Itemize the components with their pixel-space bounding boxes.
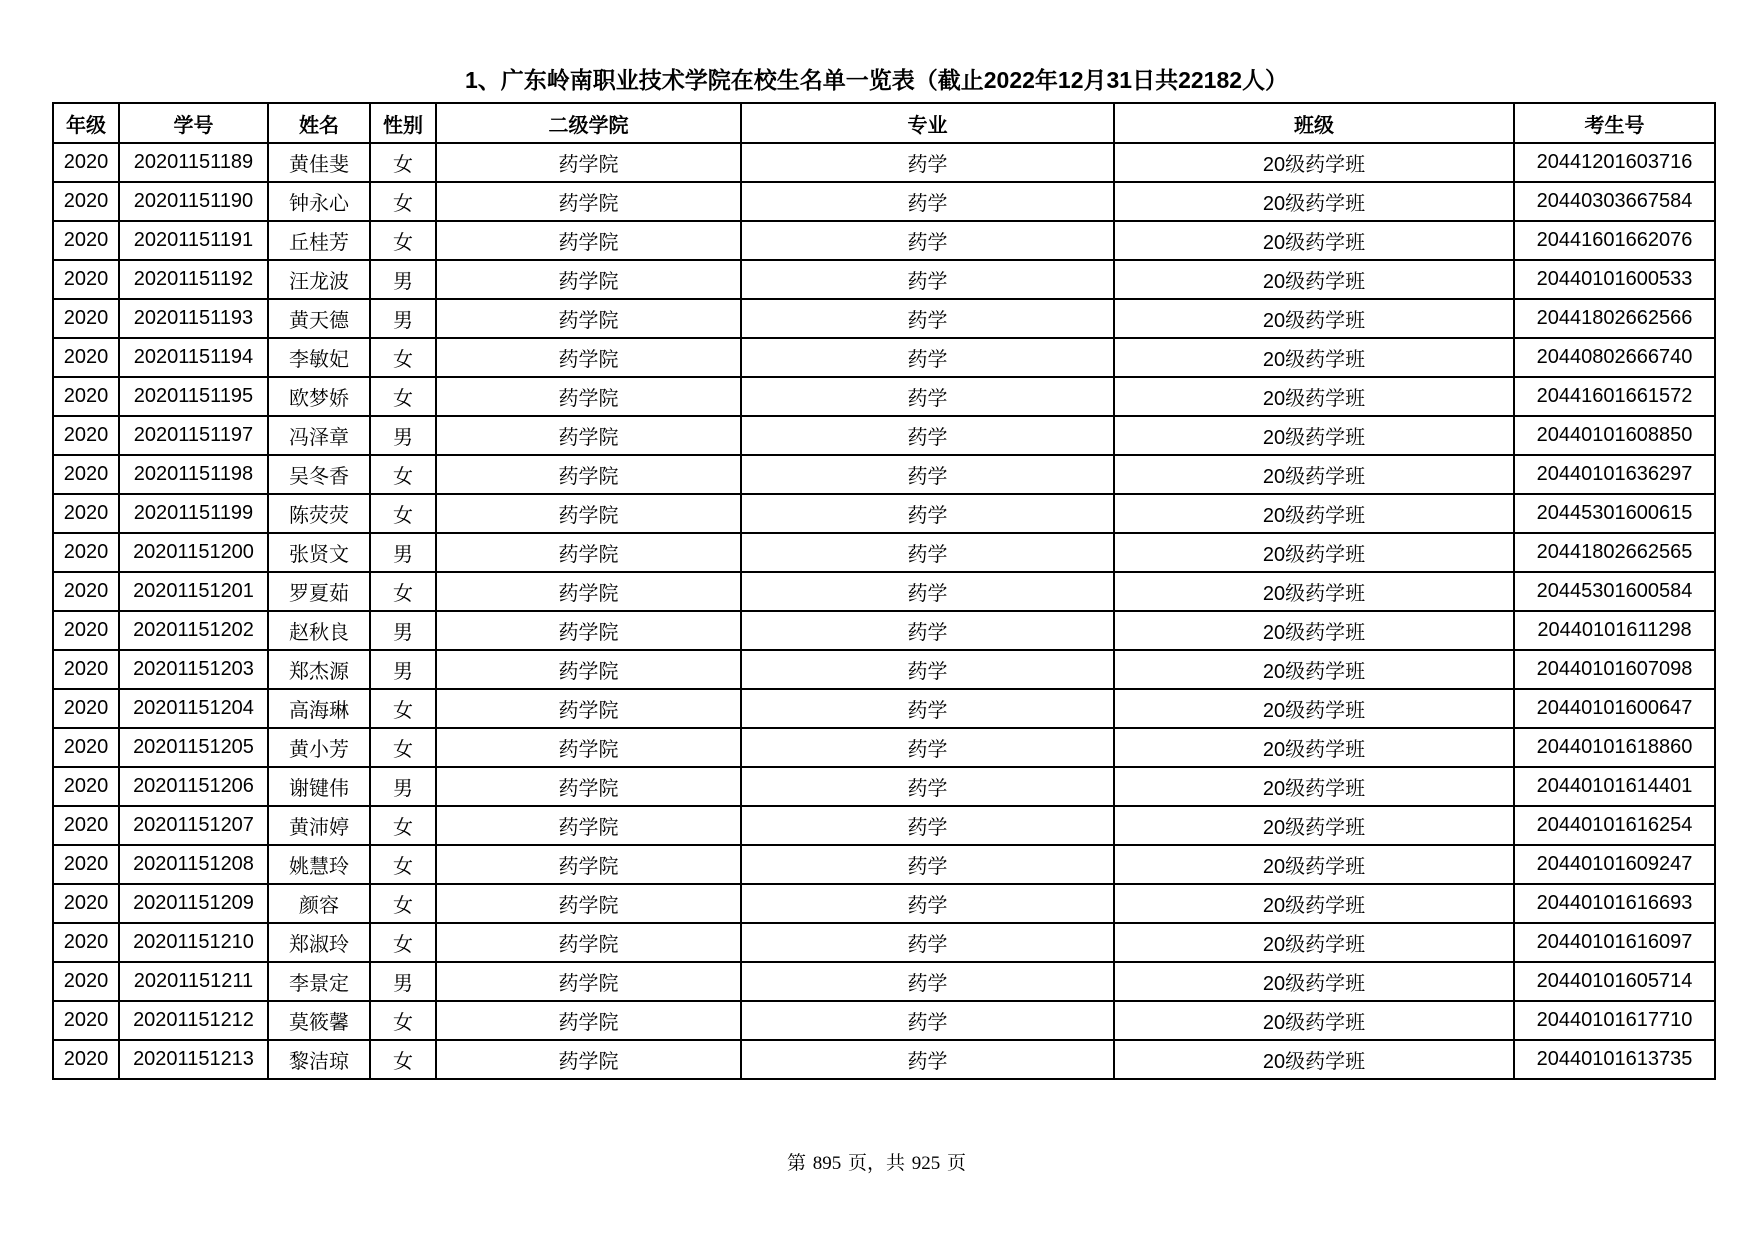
cell-class: 20级药学班 — [1114, 962, 1514, 1001]
cell-class: 20级药学班 — [1114, 455, 1514, 494]
cell-major: 药学 — [741, 299, 1114, 338]
cell-exam-number: 20440101600533 — [1514, 260, 1715, 299]
table-row — [53, 1040, 1715, 1079]
cell-name: 黄佳斐 — [268, 143, 370, 182]
cell-grade: 2020 — [53, 494, 119, 533]
cell-gender: 男 — [370, 650, 436, 689]
cell-class: 20级药学班 — [1114, 338, 1514, 377]
cell-college: 药学院 — [436, 884, 741, 923]
table-header-row — [53, 103, 1715, 143]
cell-class: 20级药学班 — [1114, 806, 1514, 845]
cell-student-id: 20201151208 — [119, 845, 268, 884]
total-pages-number: 925 — [911, 1153, 941, 1174]
cell-college: 药学院 — [436, 299, 741, 338]
table-row — [53, 377, 1715, 416]
cell-college: 药学院 — [436, 533, 741, 572]
cell-grade: 2020 — [53, 455, 119, 494]
cell-student-id: 20201151194 — [119, 338, 268, 377]
cell-exam-number: 20440303667584 — [1514, 182, 1715, 221]
cell-major: 药学 — [741, 884, 1114, 923]
cell-grade: 2020 — [53, 689, 119, 728]
cell-name: 李敏妃 — [268, 338, 370, 377]
cell-college: 药学院 — [436, 572, 741, 611]
cell-name: 姚慧玲 — [268, 845, 370, 884]
cell-major: 药学 — [741, 611, 1114, 650]
table-row — [53, 806, 1715, 845]
cell-exam-number: 20440802666740 — [1514, 338, 1715, 377]
table-row — [53, 143, 1715, 182]
cell-class: 20级药学班 — [1114, 1001, 1514, 1040]
cell-student-id: 20201151210 — [119, 923, 268, 962]
cell-major: 药学 — [741, 767, 1114, 806]
cell-exam-number: 20441802662565 — [1514, 533, 1715, 572]
cell-name: 张贤文 — [268, 533, 370, 572]
cell-class: 20级药学班 — [1114, 923, 1514, 962]
cell-gender: 女 — [370, 221, 436, 260]
cell-student-id: 20201151209 — [119, 884, 268, 923]
cell-class: 20级药学班 — [1114, 416, 1514, 455]
cell-gender: 女 — [370, 494, 436, 533]
cell-gender: 女 — [370, 806, 436, 845]
cell-exam-number: 20445301600615 — [1514, 494, 1715, 533]
footer-suffix: 页 — [947, 1153, 967, 1174]
cell-gender: 女 — [370, 923, 436, 962]
cell-gender: 女 — [370, 884, 436, 923]
cell-student-id: 20201151199 — [119, 494, 268, 533]
cell-exam-number: 20440101613735 — [1514, 1040, 1715, 1079]
cell-college: 药学院 — [436, 143, 741, 182]
cell-class: 20级药学班 — [1114, 1040, 1514, 1079]
cell-exam-number: 20440101608850 — [1514, 416, 1715, 455]
cell-exam-number: 20440101616254 — [1514, 806, 1715, 845]
cell-name: 黄小芳 — [268, 728, 370, 767]
cell-class: 20级药学班 — [1114, 377, 1514, 416]
cell-class: 20级药学班 — [1114, 572, 1514, 611]
cell-exam-number: 20441601661572 — [1514, 377, 1715, 416]
cell-name: 罗夏茹 — [268, 572, 370, 611]
cell-class: 20级药学班 — [1114, 689, 1514, 728]
cell-major: 药学 — [741, 221, 1114, 260]
cell-class: 20级药学班 — [1114, 533, 1514, 572]
cell-college: 药学院 — [436, 806, 741, 845]
cell-college: 药学院 — [436, 650, 741, 689]
cell-gender: 女 — [370, 377, 436, 416]
cell-exam-number: 20440101609247 — [1514, 845, 1715, 884]
cell-name: 钟永心 — [268, 182, 370, 221]
table-row — [53, 533, 1715, 572]
cell-grade: 2020 — [53, 1040, 119, 1079]
table-row — [53, 650, 1715, 689]
cell-student-id: 20201151200 — [119, 533, 268, 572]
cell-class: 20级药学班 — [1114, 143, 1514, 182]
cell-name: 高海琳 — [268, 689, 370, 728]
cell-major: 药学 — [741, 689, 1114, 728]
header-student-id: 学号 — [119, 103, 268, 143]
footer-mid: 页，共 — [847, 1153, 905, 1174]
cell-name: 冯泽章 — [268, 416, 370, 455]
cell-major: 药学 — [741, 182, 1114, 221]
cell-grade: 2020 — [53, 260, 119, 299]
cell-major: 药学 — [741, 845, 1114, 884]
cell-major: 药学 — [741, 260, 1114, 299]
cell-class: 20级药学班 — [1114, 650, 1514, 689]
cell-name: 赵秋良 — [268, 611, 370, 650]
cell-gender: 女 — [370, 182, 436, 221]
cell-class: 20级药学班 — [1114, 845, 1514, 884]
cell-grade: 2020 — [53, 650, 119, 689]
cell-name: 黎洁琼 — [268, 1040, 370, 1079]
table-row — [53, 767, 1715, 806]
cell-student-id: 20201151201 — [119, 572, 268, 611]
cell-exam-number: 20440101607098 — [1514, 650, 1715, 689]
table-row — [53, 299, 1715, 338]
cell-gender: 男 — [370, 533, 436, 572]
header-major: 专业 — [741, 103, 1114, 143]
cell-gender: 男 — [370, 611, 436, 650]
cell-student-id: 20201151203 — [119, 650, 268, 689]
cell-student-id: 20201151197 — [119, 416, 268, 455]
current-page-number: 895 — [812, 1153, 842, 1174]
cell-college: 药学院 — [436, 260, 741, 299]
cell-college: 药学院 — [436, 221, 741, 260]
cell-exam-number: 20445301600584 — [1514, 572, 1715, 611]
cell-exam-number: 20441802662566 — [1514, 299, 1715, 338]
cell-name: 莫筱馨 — [268, 1001, 370, 1040]
cell-student-id: 20201151190 — [119, 182, 268, 221]
cell-major: 药学 — [741, 650, 1114, 689]
cell-exam-number: 20440101616693 — [1514, 884, 1715, 923]
cell-grade: 2020 — [53, 143, 119, 182]
table-row — [53, 221, 1715, 260]
header-college: 二级学院 — [436, 103, 741, 143]
cell-student-id: 20201151205 — [119, 728, 268, 767]
header-gender: 性别 — [370, 103, 436, 143]
table-body — [53, 143, 1715, 1079]
page-footer — [0, 1148, 1753, 1175]
cell-grade: 2020 — [53, 572, 119, 611]
table-row — [53, 572, 1715, 611]
cell-exam-number: 20440101614401 — [1514, 767, 1715, 806]
cell-exam-number: 20440101611298 — [1514, 611, 1715, 650]
cell-college: 药学院 — [436, 455, 741, 494]
cell-major: 药学 — [741, 338, 1114, 377]
cell-major: 药学 — [741, 1001, 1114, 1040]
footer-prefix: 第 — [786, 1153, 806, 1174]
cell-major: 药学 — [741, 455, 1114, 494]
cell-college: 药学院 — [436, 494, 741, 533]
cell-college: 药学院 — [436, 611, 741, 650]
cell-major: 药学 — [741, 143, 1114, 182]
cell-major: 药学 — [741, 533, 1114, 572]
cell-grade: 2020 — [53, 221, 119, 260]
cell-student-id: 20201151191 — [119, 221, 268, 260]
cell-gender: 女 — [370, 572, 436, 611]
cell-grade: 2020 — [53, 767, 119, 806]
cell-exam-number: 20440101605714 — [1514, 962, 1715, 1001]
table-row — [53, 611, 1715, 650]
header-name: 姓名 — [268, 103, 370, 143]
cell-grade: 2020 — [53, 962, 119, 1001]
cell-grade: 2020 — [53, 728, 119, 767]
cell-student-id: 20201151206 — [119, 767, 268, 806]
cell-gender: 女 — [370, 689, 436, 728]
header-grade: 年级 — [53, 103, 119, 143]
cell-gender: 女 — [370, 1001, 436, 1040]
cell-name: 李景定 — [268, 962, 370, 1001]
cell-exam-number: 20440101617710 — [1514, 1001, 1715, 1040]
cell-class: 20级药学班 — [1114, 260, 1514, 299]
table-row — [53, 923, 1715, 962]
cell-class: 20级药学班 — [1114, 728, 1514, 767]
cell-college: 药学院 — [436, 1040, 741, 1079]
cell-class: 20级药学班 — [1114, 494, 1514, 533]
page-title: 1、广东岭南职业技术学院在校生名单一览表（截止2022年12月31日共22182人） — [464, 67, 1289, 93]
cell-name: 丘桂芳 — [268, 221, 370, 260]
cell-gender: 女 — [370, 845, 436, 884]
cell-name: 黄沛婷 — [268, 806, 370, 845]
header-class: 班级 — [1114, 103, 1514, 143]
cell-major: 药学 — [741, 572, 1114, 611]
cell-major: 药学 — [741, 962, 1114, 1001]
cell-exam-number: 20440101618860 — [1514, 728, 1715, 767]
cell-name: 郑杰源 — [268, 650, 370, 689]
cell-grade: 2020 — [53, 845, 119, 884]
cell-exam-number: 20440101616097 — [1514, 923, 1715, 962]
cell-grade: 2020 — [53, 338, 119, 377]
cell-grade: 2020 — [53, 1001, 119, 1040]
table-row — [53, 962, 1715, 1001]
cell-grade: 2020 — [53, 377, 119, 416]
cell-student-id: 20201151192 — [119, 260, 268, 299]
cell-grade: 2020 — [53, 806, 119, 845]
cell-gender: 男 — [370, 416, 436, 455]
cell-college: 药学院 — [436, 923, 741, 962]
cell-gender: 男 — [370, 299, 436, 338]
cell-gender: 女 — [370, 728, 436, 767]
cell-college: 药学院 — [436, 962, 741, 1001]
table-row — [53, 1001, 1715, 1040]
cell-major: 药学 — [741, 416, 1114, 455]
cell-gender: 女 — [370, 143, 436, 182]
cell-college: 药学院 — [436, 377, 741, 416]
cell-college: 药学院 — [436, 845, 741, 884]
cell-grade: 2020 — [53, 299, 119, 338]
cell-gender: 男 — [370, 962, 436, 1001]
cell-grade: 2020 — [53, 923, 119, 962]
table-row — [53, 728, 1715, 767]
cell-college: 药学院 — [436, 1001, 741, 1040]
cell-major: 药学 — [741, 1040, 1114, 1079]
cell-college: 药学院 — [436, 728, 741, 767]
cell-name: 欧梦娇 — [268, 377, 370, 416]
cell-class: 20级药学班 — [1114, 884, 1514, 923]
cell-gender: 女 — [370, 338, 436, 377]
cell-gender: 女 — [370, 1040, 436, 1079]
cell-exam-number: 20441201603716 — [1514, 143, 1715, 182]
student-roster-table — [52, 102, 1716, 1080]
cell-grade: 2020 — [53, 416, 119, 455]
cell-exam-number: 20440101600647 — [1514, 689, 1715, 728]
cell-college: 药学院 — [436, 338, 741, 377]
cell-gender: 男 — [370, 767, 436, 806]
cell-name: 黄天德 — [268, 299, 370, 338]
table-row — [53, 182, 1715, 221]
cell-grade: 2020 — [53, 884, 119, 923]
cell-college: 药学院 — [436, 416, 741, 455]
table-row — [53, 689, 1715, 728]
cell-major: 药学 — [741, 806, 1114, 845]
cell-student-id: 20201151207 — [119, 806, 268, 845]
cell-name: 郑淑玲 — [268, 923, 370, 962]
cell-name: 谢键伟 — [268, 767, 370, 806]
cell-grade: 2020 — [53, 533, 119, 572]
table-row — [53, 884, 1715, 923]
cell-student-id: 20201151204 — [119, 689, 268, 728]
cell-exam-number: 20441601662076 — [1514, 221, 1715, 260]
cell-name: 汪龙波 — [268, 260, 370, 299]
cell-class: 20级药学班 — [1114, 221, 1514, 260]
cell-class: 20级药学班 — [1114, 299, 1514, 338]
cell-gender: 女 — [370, 455, 436, 494]
cell-student-id: 20201151195 — [119, 377, 268, 416]
table-row — [53, 416, 1715, 455]
cell-class: 20级药学班 — [1114, 767, 1514, 806]
cell-student-id: 20201151198 — [119, 455, 268, 494]
cell-grade: 2020 — [53, 611, 119, 650]
cell-major: 药学 — [741, 494, 1114, 533]
cell-college: 药学院 — [436, 182, 741, 221]
table-row — [53, 338, 1715, 377]
cell-major: 药学 — [741, 923, 1114, 962]
cell-student-id: 20201151212 — [119, 1001, 268, 1040]
cell-college: 药学院 — [436, 767, 741, 806]
cell-gender: 男 — [370, 260, 436, 299]
cell-name: 吴冬香 — [268, 455, 370, 494]
cell-major: 药学 — [741, 728, 1114, 767]
cell-student-id: 20201151213 — [119, 1040, 268, 1079]
header-exam-number: 考生号 — [1514, 103, 1715, 143]
cell-student-id: 20201151193 — [119, 299, 268, 338]
cell-exam-number: 20440101636297 — [1514, 455, 1715, 494]
cell-class: 20级药学班 — [1114, 611, 1514, 650]
cell-student-id: 20201151202 — [119, 611, 268, 650]
cell-student-id: 20201151211 — [119, 962, 268, 1001]
cell-college: 药学院 — [436, 689, 741, 728]
table-row — [53, 494, 1715, 533]
cell-grade: 2020 — [53, 182, 119, 221]
cell-major: 药学 — [741, 377, 1114, 416]
cell-student-id: 20201151189 — [119, 143, 268, 182]
cell-name: 陈荧荧 — [268, 494, 370, 533]
cell-class: 20级药学班 — [1114, 182, 1514, 221]
cell-name: 颜容 — [268, 884, 370, 923]
table-row — [53, 845, 1715, 884]
table-row — [53, 260, 1715, 299]
table-row — [53, 455, 1715, 494]
